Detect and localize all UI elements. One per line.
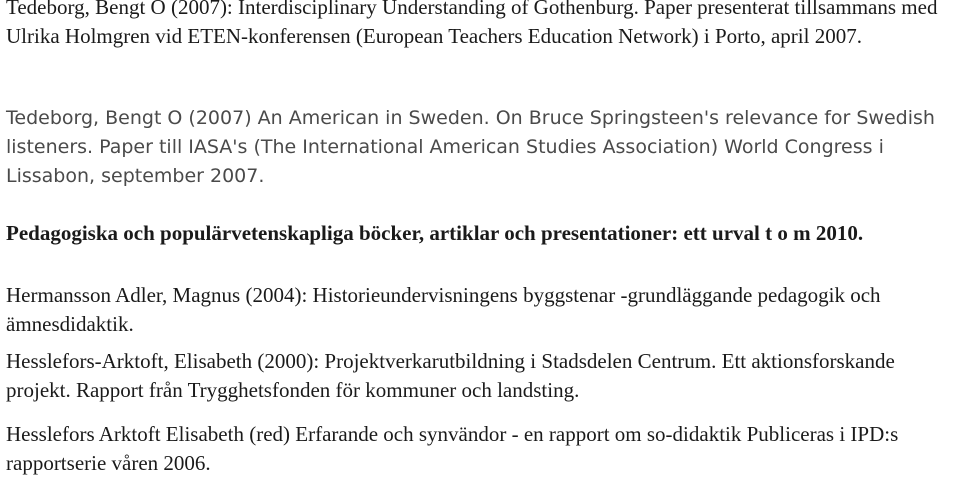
section-heading: Pedagogiska och populärvetenskapliga böcker, artiklar och presentationer: ett urval t o m 2010.: [6, 221, 864, 245]
reference-entry: Tedeborg, Bengt O (2007) An American in Sweden. On Bruce Springsteen's relevance for Swedish listeners. Paper till IASA's (The International American Studies Association) World Congress i Lissabon, september 2007.: [6, 107, 935, 187]
reference-entry: Hesslefors Arktoft Elisabeth (red) Erfarande och synvändor - en rapport om so-didaktik Publiceras i IPD:s rapportserie våren 2006.: [6, 422, 899, 475]
reference-entry: Tedeborg, Bengt O (2007): Interdisciplinary Understanding of Gothenburg. Paper presenterat tillsammans med Ulrika Holmgren vid ETEN-konferensen (European Teachers Education Network) i Porto, april 2007.: [6, 0, 938, 48]
reference-entry: Hermansson Adler, Magnus (2004): Historieundervisningens byggstenar -grundläggande pedagogik och ämnesdidaktik.: [6, 283, 881, 336]
reference-entry: Hesslefors-Arktoft, Elisabeth (2000): Projektverkarutbildning i Stadsdelen Centrum. Ett aktionsforskande projekt. Rapport från Trygghetsfonden för kommuner och landsting.: [6, 349, 895, 402]
